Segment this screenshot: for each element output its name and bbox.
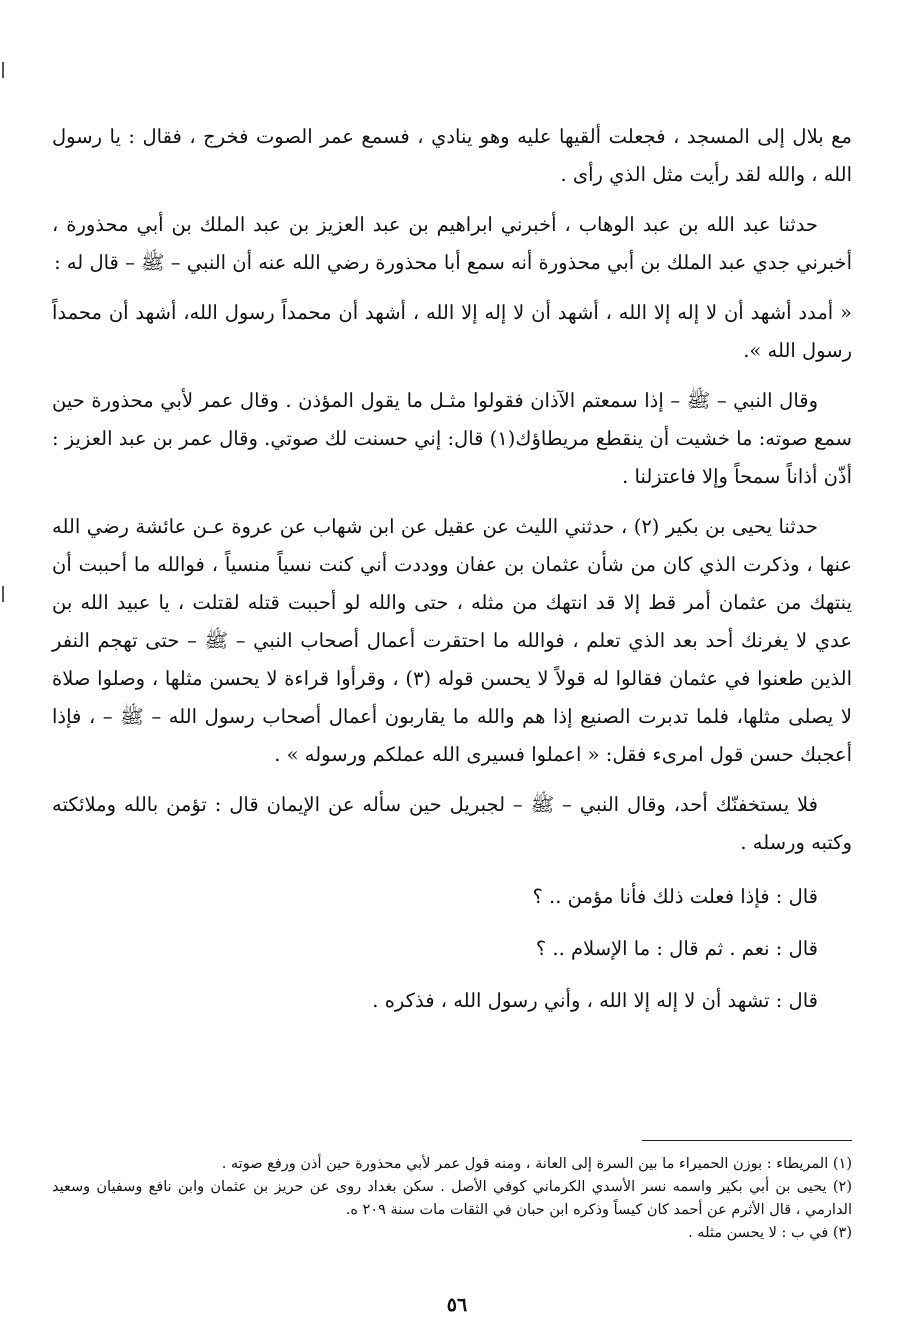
main-text: [52, 118, 852, 1030]
paragraph-6: فلا يستخفنّك أحد، وقال النبي – ﷺ – لجبريل حين سأله عن الإيمان قال : تؤمن بالله وملائكته وكتبه ورسله .: [52, 793, 852, 854]
paragraph-3: « أمدد أشهد أن لا إله إلا الله ، أشهد أن لا إله إلا الله ، أشهد أن محمداً رسول الله، أشهد أن محمداً رسول الله ».: [52, 301, 852, 362]
paragraph-4: وقال النبي – ﷺ – إذا سمعتم الآذان فقولوا مثـل ما يقول المؤذن . وقال عمر لأبي محذورة حين سمع صوته: ما خشيت أن ينقطع مريطاؤك(١) قال: إني حسنت لك صوتي. وقال عمر بن عبد العزيز : أذّن أذاناً سمحاً وإلا فاعتزلنا .: [52, 389, 852, 488]
footnote-divider: [642, 1140, 852, 1141]
footnote-2: (٢) يحيى بن أبي بكير واسمه نسر الأسدي الكرماني كوفي الأصل . سكن بغداد روى عن حريز بن عثمان وابن نافع وسفيان وسعيد الدارمي ، قال الأثرم عن أحمد كان كيساً وذكره ابن حبان في الثقات مات سنة ٢٠٩ ه.: [52, 1179, 852, 1218]
footnotes: [52, 1153, 852, 1245]
paragraph-1: مع بلال إلى المسجد ، فجعلت ألقيها عليه وهو ينادي ، فسمع عمر الصوت فخرج ، فقال : يا رسول الله ، والله لقد رأيت مثل الذي رأى .: [52, 125, 852, 186]
paragraph-5: حدثنا يحيى بن بكير (٢) ، حدثني الليث عن عقيل عن ابن شهاب عن عروة عـن عائشة رضي الله عنها ، وذكرت الذي كان من شأن عثمان بن عفان ووددت أني كنت نسياً منسياً ، فوالله ما أحببت أن ينتهك من عثمان أمر قط إلا قد انتهك من مثله ، حتى والله لو أحببت قتله لقتلت ، يا عبيد الله بن عدي لا يغرنك أحد بعد الذي تعلم ، فوالله ما احتقرت أعمال أصحاب النبي – ﷺ – حتى تهجم النفر الذين طعنوا في عثمان فقالوا له قولاً لا يحسن قوله (٣) ، وقرأوا قراءة لا يحسن مثلها ، وصلوا صلاة لا يصلى مثلها، فلما تدبرت الصنيع إذا هم والله ما يقاربون أعمال أصحاب رسول الله – ﷺ – ، فإذا أعجبك حسن قول امرىء فقل: « اعملوا فسيرى الله عملكم ورسوله » .: [52, 515, 852, 766]
margin-mark: [2, 586, 4, 602]
footnote-1: (١) المريطاء : بوزن الحميراء ما بين السرة إلى العانة ، ومنه قول عمر لأبي محذورة حين أذن ورفع صوته .: [221, 1156, 852, 1172]
margin-mark: [2, 62, 4, 78]
qa-line-3: قال : تشهد أن لا إله إلا الله ، وأني رسول الله ، فذكره .: [372, 989, 818, 1012]
qa-line-2: قال : نعم . ثم قال : ما الإسلام .. ؟: [535, 937, 818, 960]
paragraph-2: حدثنا عبد الله بن عبد الوهاب ، أخبرني ابراهيم بن عبد العزيز بن عبد الملك بن أبي محذورة ، أخبرني جدي عبد الملك بن أبي محذورة أنه سمع أبا محذورة رضي الله عنه أن النبي – ﷺ – قال له :: [52, 213, 852, 274]
page-number: ٥٦: [446, 1294, 468, 1316]
qa-line-1: قال : فإذا فعلت ذلك فأنا مؤمن .. ؟: [532, 885, 818, 908]
footnote-3: (٣) في ب : لا يحسن مثله .: [688, 1225, 852, 1241]
